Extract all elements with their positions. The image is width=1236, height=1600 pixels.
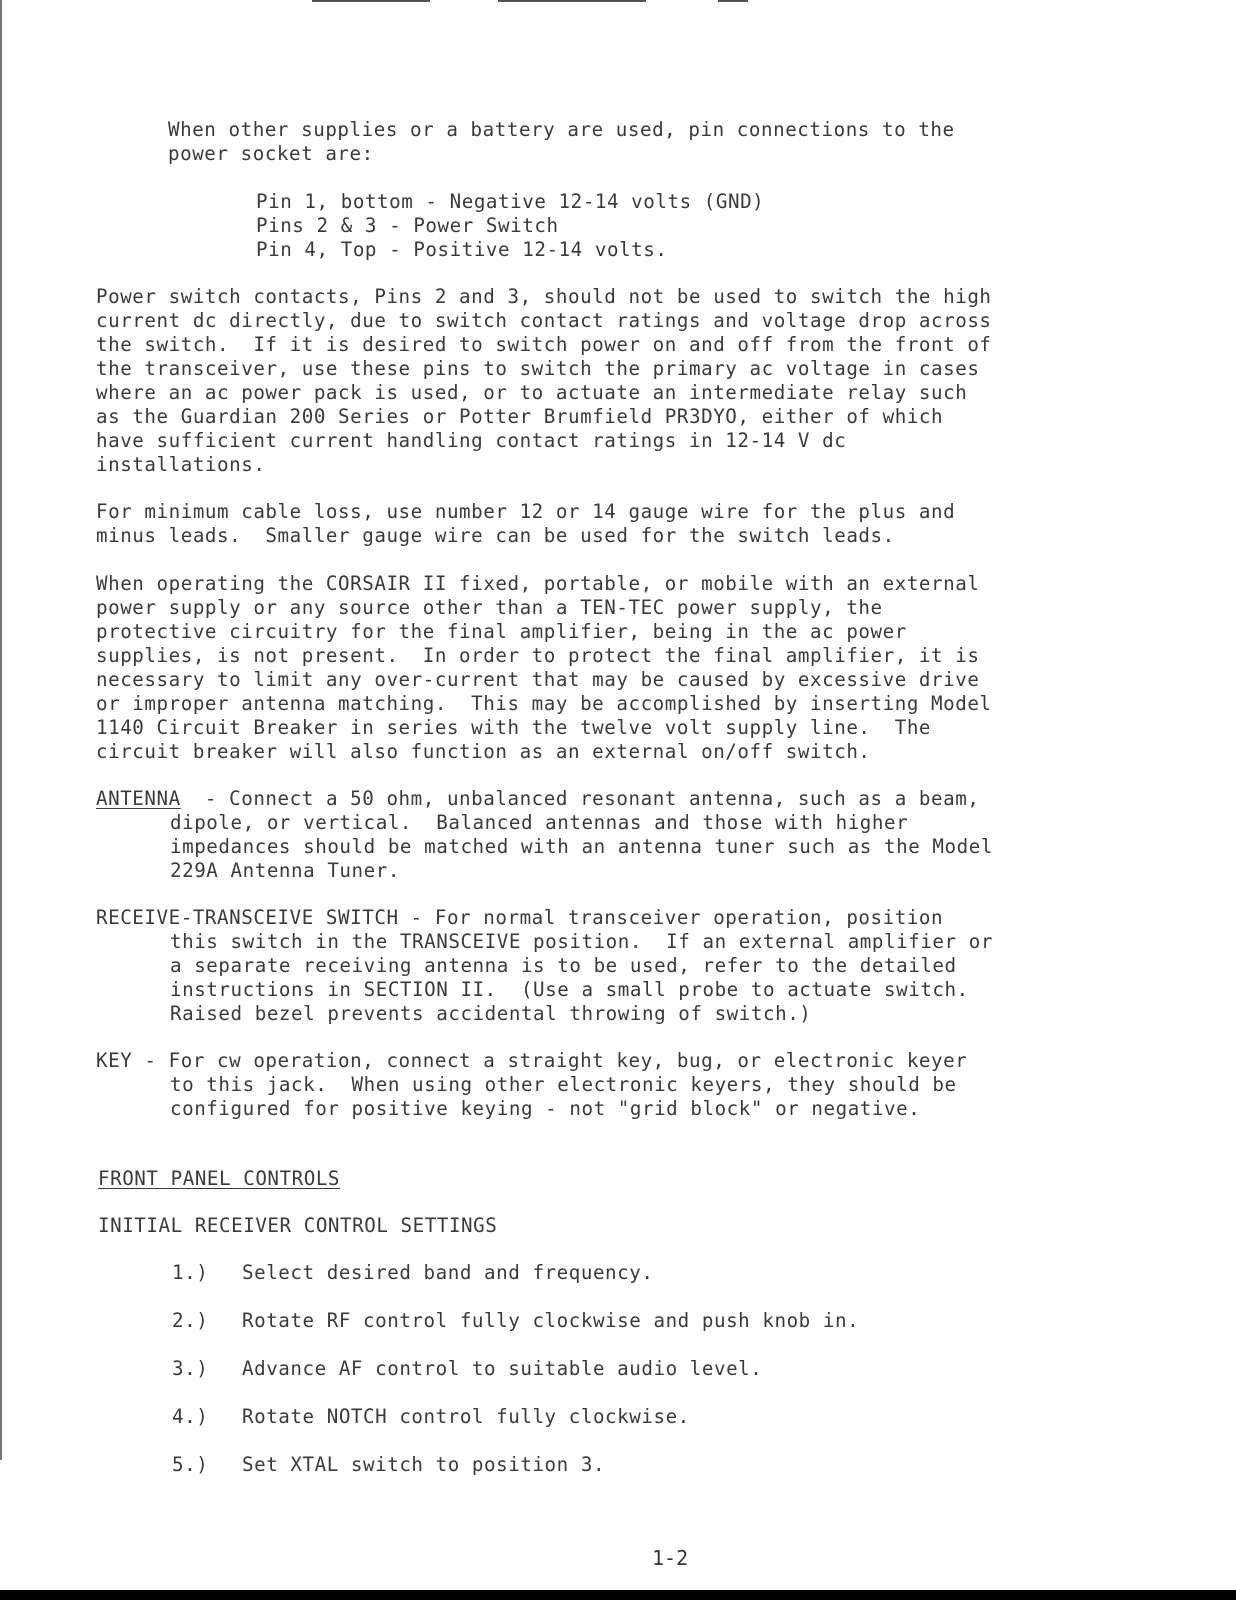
step-text: Rotate RF control fully clockwise and push knob in. <box>242 1309 860 1332</box>
initial-settings-heading: INITIAL RECEIVER CONTROL SETTINGS <box>98 1214 498 1237</box>
paragraph-line: power supply or any source other than a TEN-TEC power supply, the <box>96 596 883 619</box>
antenna-description: - Connect a 50 ohm, unbalanced resonant antenna, such as a beam, <box>180 787 980 810</box>
top-scan-mark <box>718 0 748 2</box>
front-panel-heading: FRONT PANEL CONTROLS <box>98 1167 341 1190</box>
step-text: Rotate NOTCH control fully clockwise. <box>242 1405 690 1428</box>
paragraph-line: current dc directly, due to switch contact ratings and voltage drop across <box>96 309 992 332</box>
paragraph-line: or improper antenna matching. This may be accomplished by inserting Model <box>96 692 992 715</box>
key-first-line: KEY - For cw operation, connect a straight key, bug, or electronic keyer <box>96 1049 968 1072</box>
rt-switch-line: Raised bezel prevents accidental throwing of switch.) <box>170 1002 812 1025</box>
paragraph-line: as the Guardian 200 Series or Potter Brumfield PR3DYO, either of which <box>96 405 944 428</box>
antenna-heading: ANTENNA <box>96 787 181 810</box>
paragraph-line: Power switch contacts, Pins 2 and 3, should not be used to switch the high <box>96 285 992 308</box>
key-line: to this jack. When using other electronic keyers, they should be <box>170 1073 957 1096</box>
rt-switch-line: a separate receiving antenna is to be used, refer to the detailed <box>170 954 957 977</box>
paragraph-line: the switch. If it is desired to switch power on and off from the front of <box>96 333 992 356</box>
antenna-line: impedances should be matched with an antenna tuner such as the Model <box>170 835 993 858</box>
paragraph-line: circuit breaker will also function as an external on/off switch. <box>96 740 871 763</box>
intro-line: When other supplies or a battery are used, pin connections to the <box>168 118 955 141</box>
step-text: Set XTAL switch to position 3. <box>242 1453 606 1476</box>
intro-line: power socket are: <box>168 142 374 165</box>
step-text: Advance AF control to suitable audio level. <box>242 1357 763 1380</box>
paragraph-line: protective circuitry for the final amplifier, being in the ac power <box>96 620 907 643</box>
left-scan-edge <box>0 0 2 1460</box>
rt-switch-line: this switch in the TRANSCEIVE position. If an external amplifier or <box>170 930 993 953</box>
paragraph-line: installations. <box>96 453 266 476</box>
key-line: configured for positive keying - not "grid block" or negative. <box>170 1097 921 1120</box>
step-text: Select desired band and frequency. <box>242 1261 654 1284</box>
rt-switch-line: instructions in SECTION II. (Use a small probe to actuate switch. <box>170 978 969 1001</box>
pin-line: Pin 1, bottom - Negative 12-14 volts (GND) <box>256 190 765 213</box>
paragraph-line: the transceiver, use these pins to switch the primary ac voltage in cases <box>96 357 980 380</box>
pin-line: Pins 2 & 3 - Power Switch <box>256 214 559 237</box>
step-number: 1.) <box>172 1261 209 1284</box>
page-number: 1-2 <box>652 1546 689 1570</box>
step-number: 2.) <box>172 1309 209 1332</box>
antenna-first-line <box>96 787 979 811</box>
top-scan-mark <box>312 0 430 2</box>
paragraph-line: have sufficient current handling contact ratings in 12-14 V dc <box>96 429 847 452</box>
top-scan-mark <box>498 0 646 2</box>
bottom-scan-border <box>0 1590 1236 1600</box>
paragraph-line: where an ac power pack is used, or to actuate an intermediate relay such <box>96 381 968 404</box>
paragraph-line: minus leads. Smaller gauge wire can be used for the switch leads. <box>96 524 895 547</box>
step-number: 4.) <box>172 1405 209 1428</box>
antenna-line: 229A Antenna Tuner. <box>170 859 400 882</box>
step-number: 5.) <box>172 1453 209 1476</box>
paragraph-line: When operating the CORSAIR II fixed, portable, or mobile with an external <box>96 572 980 595</box>
paragraph-line: supplies, is not present. In order to protect the final amplifier, it is <box>96 644 980 667</box>
paragraph-line: 1140 Circuit Breaker in series with the twelve volt supply line. The <box>96 716 932 739</box>
pin-line: Pin 4, Top - Positive 12-14 volts. <box>256 238 668 261</box>
step-number: 3.) <box>172 1357 209 1380</box>
rt-switch-first-line: RECEIVE-TRANSCEIVE SWITCH - For normal transceiver operation, position <box>96 906 944 929</box>
paragraph-line: necessary to limit any over-current that may be caused by excessive drive <box>96 668 980 691</box>
paragraph-line: For minimum cable loss, use number 12 or 14 gauge wire for the plus and <box>96 500 956 523</box>
antenna-line: dipole, or vertical. Balanced antennas and those with higher <box>170 811 909 834</box>
